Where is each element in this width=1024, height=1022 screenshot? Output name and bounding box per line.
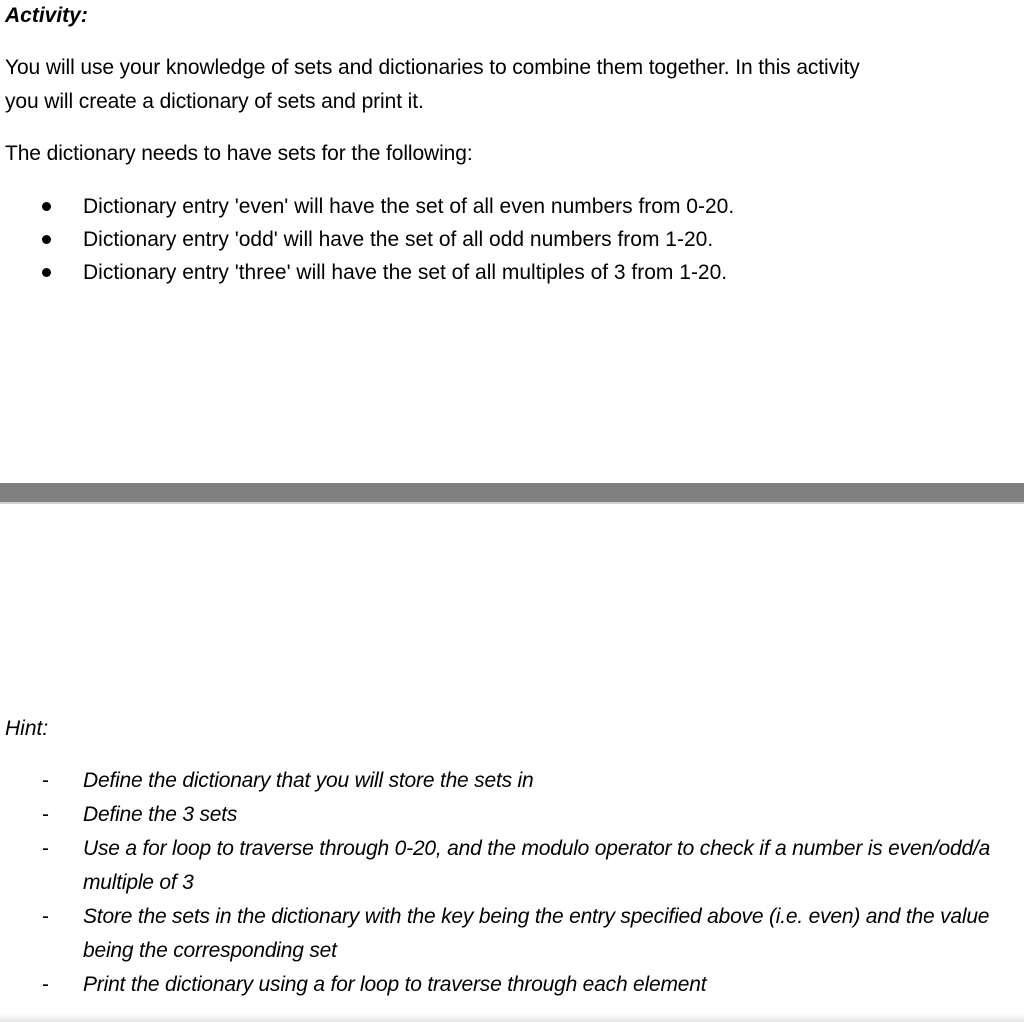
list-item <box>0 764 1018 798</box>
bullet-icon <box>42 235 51 244</box>
hint-label: Hint: <box>5 717 49 740</box>
hint-text-define-dictionary: Define the dictionary that you will store the sets in <box>83 769 534 792</box>
bullet-icon <box>42 268 51 277</box>
requirement-text: The dictionary needs to have sets for the following: <box>5 142 473 165</box>
hint-text-define-sets: Define the 3 sets <box>83 803 238 826</box>
list-item <box>0 832 1018 900</box>
intro-line-1: You will use your knowledge of sets and dictionaries to combine them together. In this activity <box>5 56 860 79</box>
bullet-icon <box>42 202 51 211</box>
dash-icon: - <box>42 803 49 826</box>
bullet-text-three: Dictionary entry 'three' will have the set of all multiples of 3 from 1-20. <box>83 261 728 284</box>
hint-text-for-loop: Use a for loop to traverse through 0-20, and the modulo operator to check if a number is even/odd/a multiple of 3 <box>83 837 991 894</box>
bullet-text-even: Dictionary entry 'even' will have the set of all even numbers from 0-20. <box>83 195 735 218</box>
dash-icon: - <box>42 973 49 996</box>
hint-list <box>0 764 1018 1002</box>
document-page-1 <box>0 0 1024 483</box>
list-item <box>0 798 1018 832</box>
intro-line-2: you will create a dictionary of sets and print it. <box>5 90 424 113</box>
hint-text-print-dictionary: Print the dictionary using a for loop to traverse through each element <box>83 973 707 996</box>
list-item <box>0 968 1018 1002</box>
bullet-text-odd: Dictionary entry 'odd' will have the set of all odd numbers from 1-20. <box>83 228 714 251</box>
page-break <box>0 483 1024 502</box>
activity-heading: Activity: <box>5 4 88 27</box>
dash-icon: - <box>42 905 49 928</box>
page-bottom-edge <box>0 1014 1024 1022</box>
dash-icon: - <box>42 769 49 792</box>
list-item <box>0 900 1018 968</box>
dash-icon: - <box>42 837 49 860</box>
hint-text-store-sets: Store the sets in the dictionary with the key being the entry specified above (i.e. even) and the value being the corresponding set <box>83 905 990 962</box>
